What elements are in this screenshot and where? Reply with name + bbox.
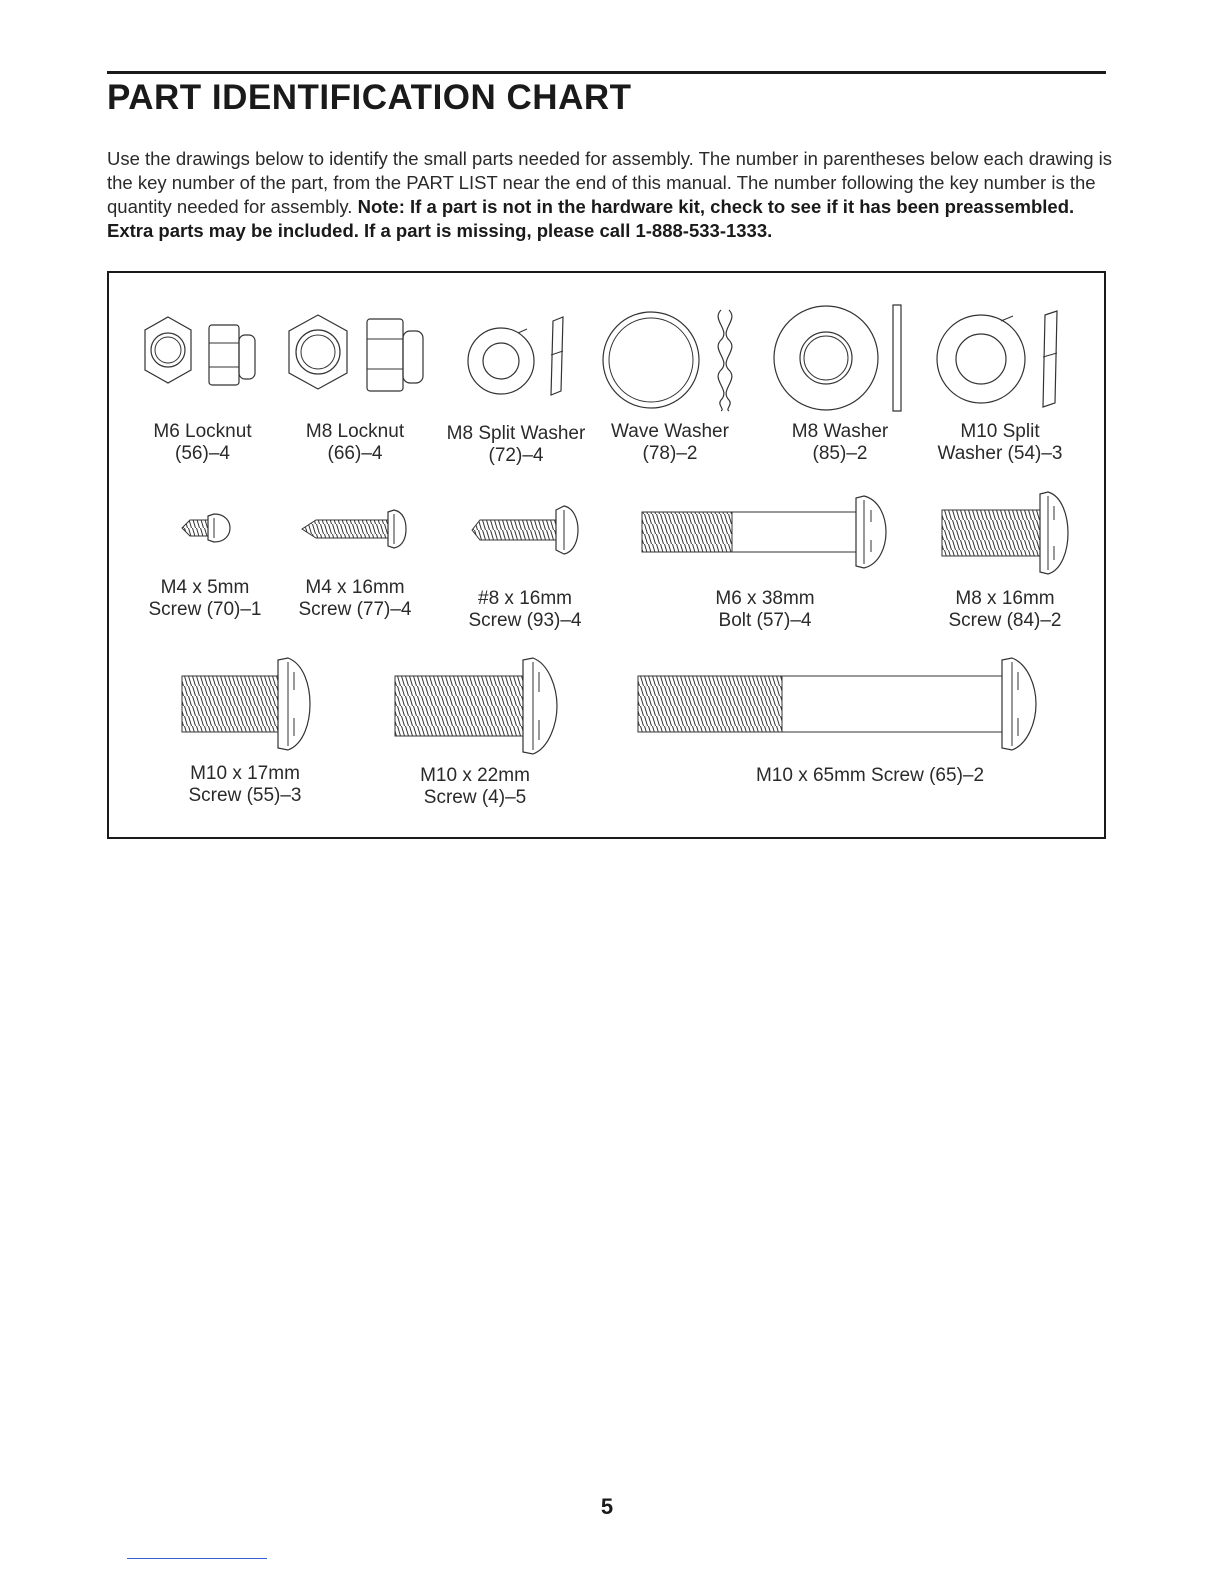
part-key-qty: (85)–2 [812,443,868,464]
part-key-qty: (78)–2 [642,443,698,464]
part-label [935,588,1075,632]
part-key-qty: Screw (84)–2 [948,610,1062,631]
part-label [140,421,265,465]
part-key-qty: Bolt (57)–4 [718,610,812,631]
part-name: M8 Locknut [305,421,405,442]
part-key-qty: (72)–4 [488,445,544,466]
part-label [930,421,1070,465]
part-name: #8 x 16mm [478,588,572,609]
split-washer-icon [463,311,573,401]
part-key-qty: Screw (4)–5 [423,787,527,808]
screw-icon [300,504,410,554]
screw-icon [180,508,235,548]
part-name: M10 Split [960,421,1040,442]
part-label [436,423,596,467]
bolt-icon [636,656,1046,752]
part-label [400,765,550,809]
intro-paragraph [107,147,1117,243]
page-title: PART IDENTIFICATION CHART [107,78,632,117]
part-name: M6 Locknut [153,421,252,442]
part-key-qty: Screw (77)–4 [298,599,412,620]
part-label [720,765,1020,787]
part-name: M6 x 38mm [715,588,815,609]
part-label [295,421,415,465]
part-label [455,588,595,632]
part-key-qty: Screw (70)–1 [148,599,262,620]
part-label [600,421,740,465]
intro-text: Use the drawings below to identify the small parts needed for assembly. The number in parentheses below each drawing is the key number of the part, from the PART LIST near the end of this manual. The number following the key number is the quantity needed for assembly. [107,148,1113,217]
part-name: M10 x 17mm [190,763,300,784]
part-name: M10 x 22mm [420,765,530,786]
part-name: M4 x 5mm [160,577,250,598]
page-number: 5 [600,1494,614,1519]
wave-washer-icon [601,305,751,415]
part-key-qty: (56)–4 [175,443,230,464]
part-label [140,577,270,621]
part-name: M8 Washer [791,421,889,442]
part-name: M10 x 65mm Screw (65)–2 [755,765,985,786]
part-name: M8 Split Washer [446,423,586,444]
footer-link-line [127,1558,267,1559]
part-label [690,588,840,632]
part-label [170,763,320,807]
screw-icon [180,656,315,752]
split-washer-icon [935,307,1070,412]
part-label [290,577,420,621]
flat-washer-icon [771,303,911,415]
part-key-qty: Screw (93)–4 [468,610,582,631]
part-key-qty: Washer (54)–3 [937,443,1063,464]
part-name: Wave Washer [611,421,729,442]
part-name: M4 x 16mm [305,577,405,598]
screw-icon [470,500,585,560]
bolt-icon [640,494,890,570]
part-label [775,421,905,465]
screw-icon [393,656,563,756]
intro-note: Note: If a part is not in the hardware kit, check to see if it has been preassembled. Extra parts may be included. If a part is missing, please call 1-888-533-1333. [107,196,1075,241]
screw-icon [940,490,1070,576]
part-key-qty: Screw (55)–3 [188,785,302,806]
part-key-qty: (66)–4 [327,443,383,464]
part-name: M8 x 16mm [955,588,1055,609]
locknut-icon [283,311,433,395]
locknut-icon [143,311,263,391]
top-rule [107,71,1106,74]
